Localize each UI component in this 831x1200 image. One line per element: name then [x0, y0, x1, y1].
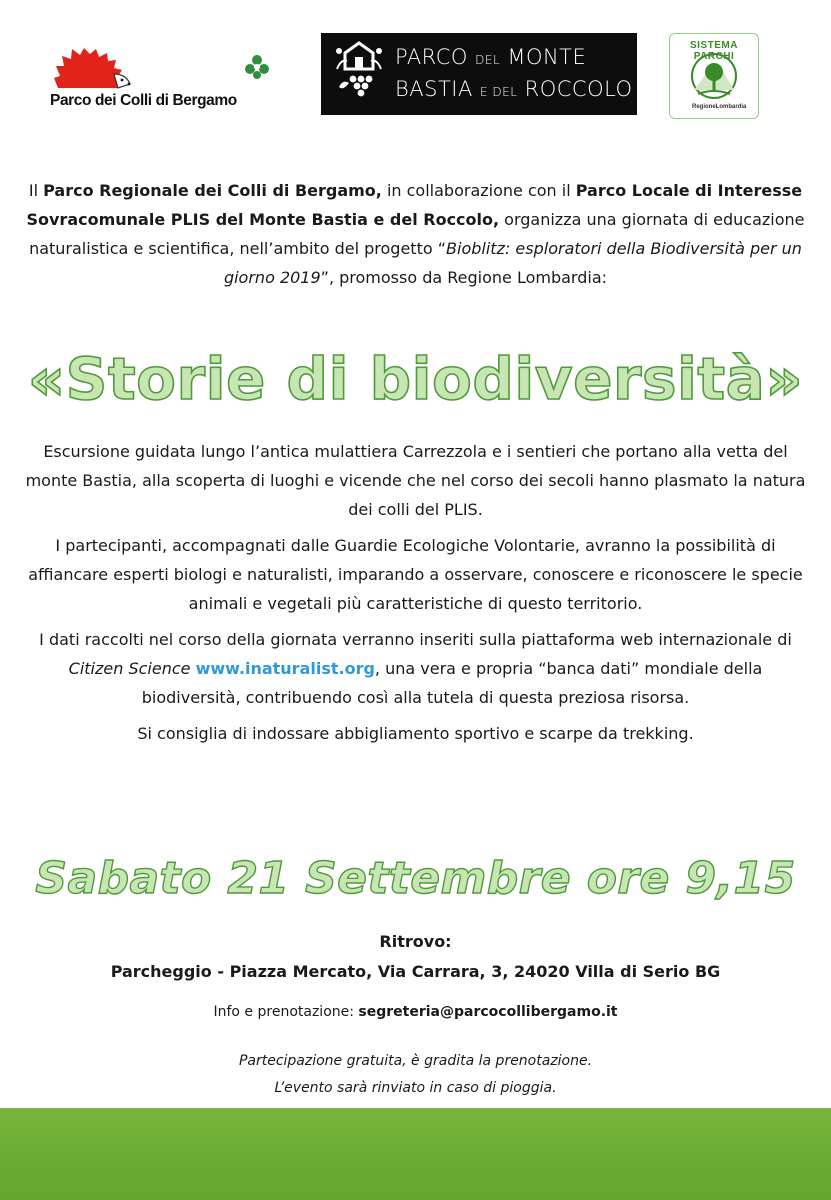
- parco-colli-logo: [48, 48, 288, 118]
- footer-band: [0, 1108, 831, 1200]
- project-name: Bioblitz: esploratori della Biodiversità per un giorno 2019: [223, 239, 802, 287]
- intro-paragraph: Il Parco Regionale dei Colli di Bergamo, in collaborazione con il Parco Locale di Interesse Sovracomunale PLIS del Monte Bastia e del Roccolo, organizza una giornata di educazione naturalistica e scientifica, nell’ambito del progetto “Bioblitz: esploratori della Biodiversità per un giorno 2019”, promosso da Regione Lombardia:: [26, 181, 805, 287]
- booking-info: Info e prenotazione: segreteria@parcocollibergamo.it: [213, 1004, 618, 1020]
- meeting-point-label: Ritrovo:: [379, 932, 452, 951]
- description-paragraph-2: I partecipanti, accompagnati dalle Guardie Ecologiche Volontarie, avranno la possibilità di affiancare esperti biologi e naturalisti, imparando a osservare, conoscere e riconoscere le specie animali e vegetali più caratteristiche di questo territorio.: [28, 536, 803, 613]
- monte-bastia-line2: BASTIA E DEL ROCCOLO: [395, 77, 633, 101]
- description-paragraph-4: Si consiglia di indossare abbigliamento sportivo e scarpe da trekking.: [137, 724, 694, 743]
- plis-bold: Parco Locale di Interesse Sovracomunale PLIS del Monte Bastia e del Roccolo,: [26, 181, 803, 229]
- regione-lombardia-text: RegioneLombardia: [692, 104, 747, 110]
- event-title: «Storie di biodiversità»: [27, 345, 804, 413]
- monte-bastia-logo: [321, 33, 637, 115]
- parco-regionale-bold: Parco Regionale dei Colli di Bergamo,: [43, 181, 382, 200]
- event-date: Sabato 21 Settembre ore 9,15: [35, 853, 796, 904]
- meeting-point-address: Parcheggio - Piazza Mercato, Via Carrara, 3, 24020 Villa di Serio BG: [110, 962, 721, 981]
- tree-mountain-icon: [688, 52, 740, 102]
- clover-icon: [244, 54, 270, 80]
- logo-header: [0, 0, 831, 130]
- sistema-parchi-logo: [669, 33, 759, 119]
- grape-tree-icon: [331, 39, 387, 109]
- event-description: [20, 437, 811, 755]
- booking-email[interactable]: segreteria@parcocollibergamo.it: [358, 1004, 618, 1020]
- parco-colli-logo-text: Parco dei Colli di Bergamo: [50, 92, 237, 109]
- inaturalist-link[interactable]: www.inaturalist.org: [195, 659, 375, 678]
- note-line-2: L’evento sarà rinviato in caso di pioggia.: [274, 1080, 557, 1096]
- note-line-1: Partecipazione gratuita, è gradita la prenotazione.: [238, 1053, 593, 1069]
- event-notes: [0, 1048, 831, 1102]
- description-paragraph-1: Escursione guidata lungo l’antica mulattiera Carrezzola e i sentieri che portano alla vetta del monte Bastia, alla scoperta di luoghi e vicende che nel corso dei secoli hanno plasmato la natura dei colli del PLIS.: [25, 442, 806, 519]
- description-paragraph-3: I dati raccolti nel corso della giornata verranno inseriti sulla piattaforma web internazionale di Citizen Science www.inaturalist.org, una vera e propria “banca dati” mondiale della biodiversità, contribuendo così alla tutela di questa preziosa risorsa.: [39, 630, 792, 707]
- monte-bastia-line1: PARCO DEL MONTE: [395, 45, 587, 69]
- sistema-parchi-text: SISTEMA PARCHI: [690, 40, 738, 62]
- hedgehog-icon: [52, 48, 132, 92]
